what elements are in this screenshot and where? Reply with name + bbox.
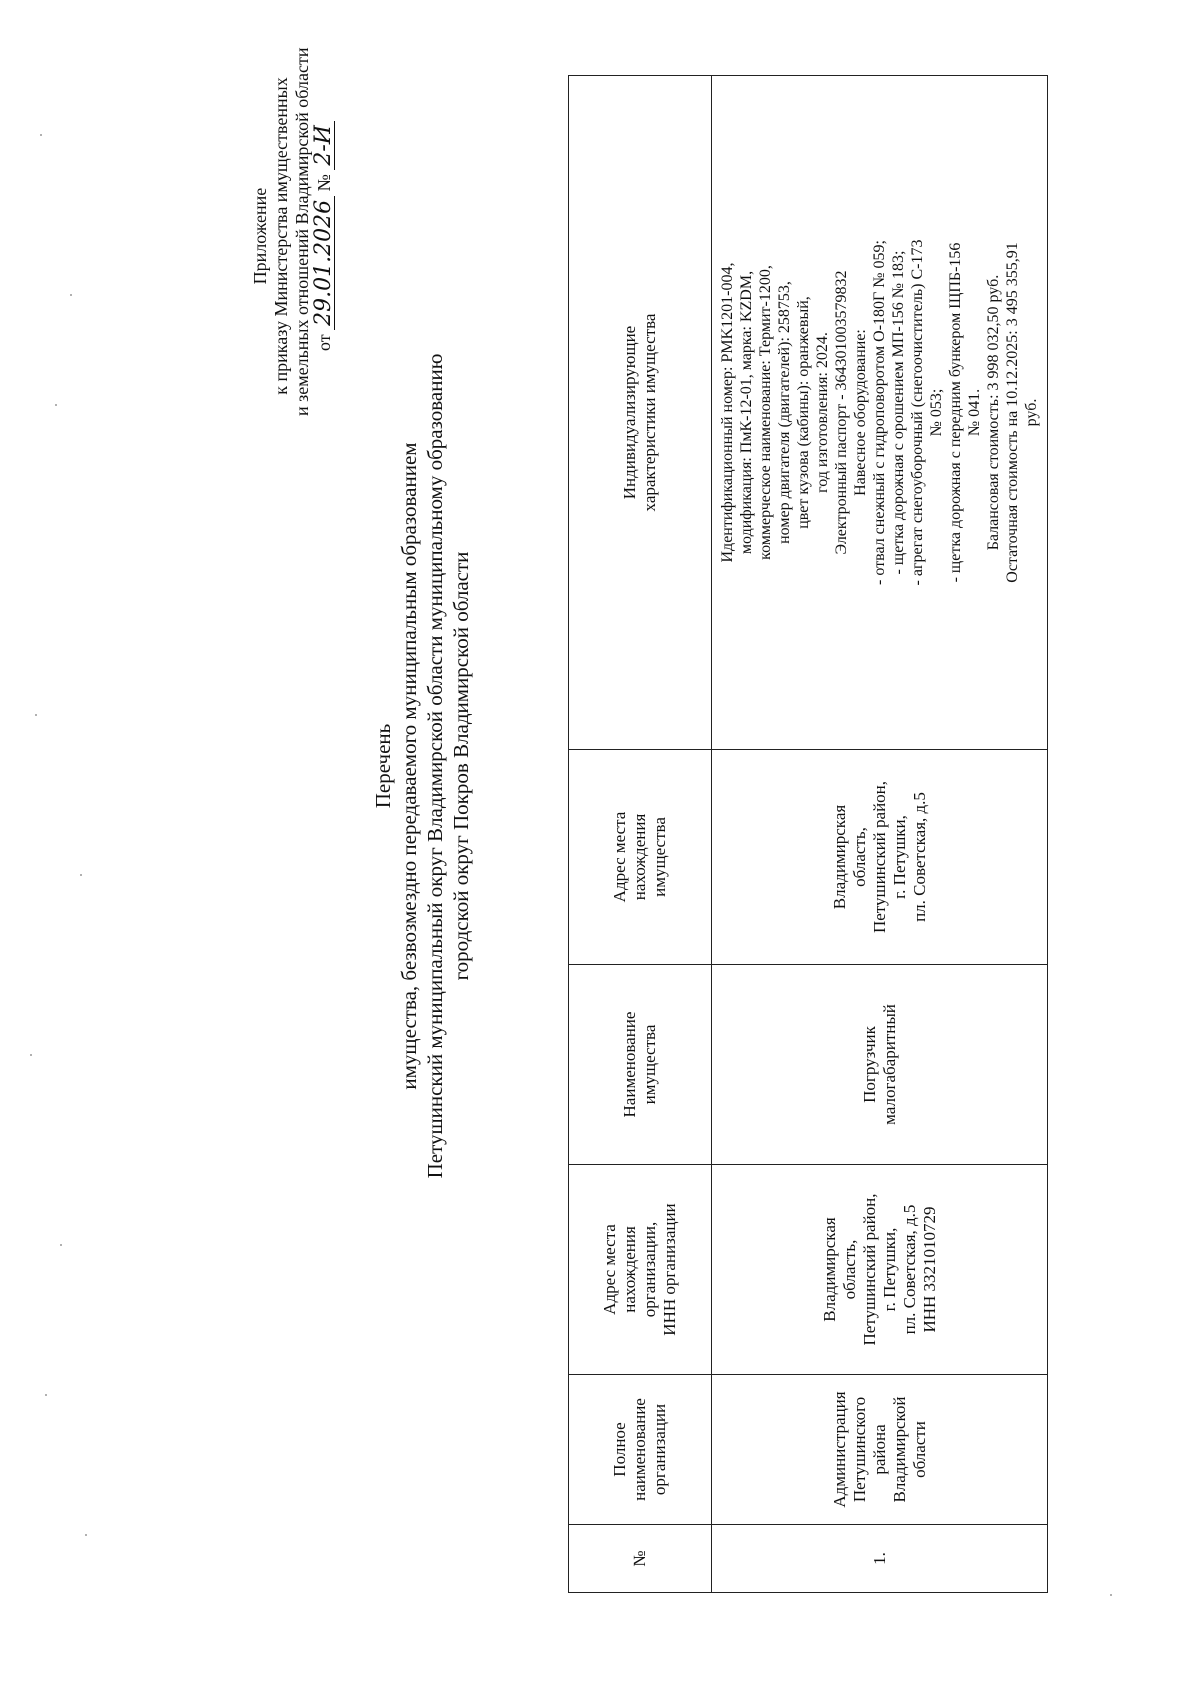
header-org-address: Адрес места нахождения организации, ИНН организации [569,1165,712,1375]
scan-speck [85,1534,87,1536]
table-header-row [569,76,712,1593]
header-property-address: Адрес места нахождения имущества [569,750,712,965]
scan-speck [70,294,72,296]
number-label: № [314,174,334,192]
header-org-name: Полное наименование организации [569,1375,712,1525]
header-characteristics: Индивидуализирующие характеристики имущества [569,76,712,750]
document-heading: Перечень [371,723,395,809]
appendix-line-1: к приказу Министерства имущественных [271,77,291,395]
row-org-name: Администрация Петушинского района Владимирской области [712,1375,1048,1525]
header-property-name: Наименование имущества [569,965,712,1165]
scan-speck [45,1394,47,1396]
document-title-block [370,216,474,1316]
appendix-block [250,47,336,416]
appendix-title: Приложение [250,187,270,285]
document-title-line-2: Петушинский муниципальный округ Владимирской области муниципальному образованию [423,353,447,1179]
property-table [568,75,1048,1593]
row-characteristics: Идентификационный номер: PMK1201-004, модификация: ПмК-12-01, марка: KZDM, коммерческое наименование: Термит-1200, номер двигателя (двигателей): 258753, цвет кузова (кабины): оранжевый, год изготовления: 2024. Электронный паспорт - 364301003579832 Навесное оборудование: - отвал снежный с гидроповоротом О-180Г № 059; - щетка дорожная с орошением МП-156 № 183; - агрегат снегоуборочный (снегоочиститель) С-173 № 053; - щетка дорожная с передним бункером ЩПБ-156 № 041. Балансовая стоимость: 3 998 032,50 руб. Остаточная стоимость на 10.12.2025: 3 495 355,91 руб. [712,76,1048,750]
header-num: № [569,1525,712,1593]
scan-speck [30,1054,32,1056]
date-prefix: от [314,334,334,351]
row-property-name: Погрузчик малогабаритный [712,965,1048,1165]
row-org-address: Владимирская область, Петушинский район, г. Петушки, пл. Советская, д.5 ИНН 3321010729 [712,1165,1048,1375]
document-title-line-3: городской округ Покров Владимирской области [449,551,473,981]
scan-speck [35,714,37,716]
scan-speck [1110,1594,1112,1596]
order-date: 29.01.2026 [313,196,335,330]
appendix-date-line [313,56,335,416]
scan-speck [60,1244,62,1246]
row-property-address: Владимирская область, Петушинский район, г. Петушки, пл. Советская, д.5 [712,750,1048,965]
document-title-line-1: имущества, безвозмездно передаваемого муниципальным образованием [397,442,421,1090]
scan-speck [80,874,82,876]
scan-speck [40,134,42,136]
row-num: 1. [712,1525,1048,1593]
order-number: 2-И [313,121,335,170]
appendix-line-2: и земельных отношений Владимирской области [292,47,312,416]
table-row [712,76,1048,1593]
scan-speck [55,404,57,406]
